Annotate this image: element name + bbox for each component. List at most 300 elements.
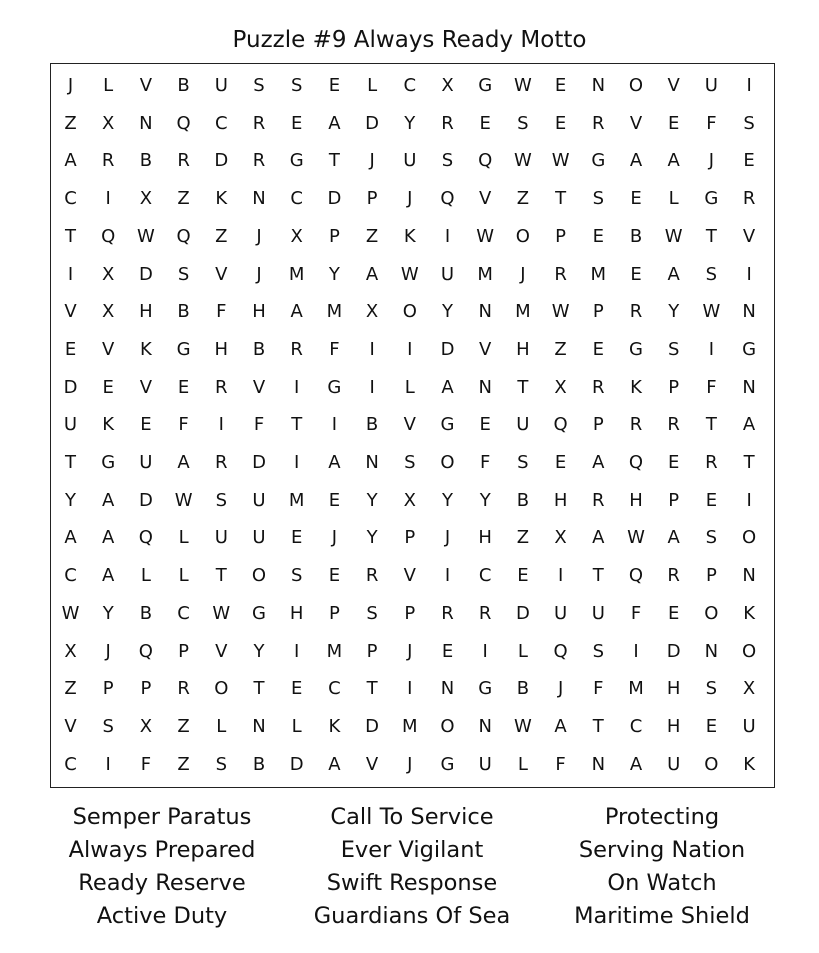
grid-letter: S <box>215 489 228 511</box>
grid-letter: Q <box>176 112 191 134</box>
grid-letter: V <box>64 301 77 323</box>
grid-letter: X <box>554 376 567 398</box>
grid-letter: E <box>328 489 341 511</box>
puzzle-title: Puzzle #9 Always Ready Motto <box>232 27 587 53</box>
grid-row <box>51 482 774 520</box>
grid-letter: A <box>177 452 190 473</box>
grid-letter: A <box>328 452 341 473</box>
grid-letter: E <box>291 527 303 549</box>
grid-letter: I <box>708 338 715 360</box>
grid-letter: X <box>102 263 115 285</box>
grid-letter: W <box>212 602 231 624</box>
grid-letter: G <box>704 188 719 210</box>
grid-letter: A <box>667 150 680 172</box>
grid-letter: I <box>482 640 488 662</box>
grid-letter: R <box>592 489 605 511</box>
grid-letter: P <box>555 225 567 247</box>
grid-letter: G <box>440 753 455 775</box>
grid-letter: U <box>516 414 530 436</box>
grid-letter: B <box>177 301 190 323</box>
grid-letter: X <box>290 225 303 247</box>
grid-letter: R <box>592 112 605 134</box>
grid-letter: I <box>444 225 451 247</box>
grid-letter: U <box>554 602 568 624</box>
grid-letter: A <box>592 527 605 549</box>
grid-letter: G <box>742 338 757 360</box>
grid-letter: G <box>629 338 643 360</box>
word-list-item: Ready Reserve <box>78 870 246 896</box>
grid-letter: S <box>667 338 680 360</box>
grid-letter: N <box>704 640 719 662</box>
grid-letter: Y <box>65 489 76 511</box>
grid-letter: P <box>178 640 190 662</box>
grid-letter: O <box>402 301 417 323</box>
grid-letter: R <box>592 376 605 398</box>
grid-letter: P <box>404 602 416 624</box>
grid-letter: V <box>102 338 115 360</box>
grid-letter: R <box>742 188 756 210</box>
grid-letter: G <box>176 338 191 360</box>
grid-letter: U <box>478 753 492 775</box>
grid-letter: T <box>517 376 529 398</box>
grid-letter: T <box>65 452 76 473</box>
grid-letter: N <box>252 188 266 210</box>
grid-letter: N <box>252 715 266 737</box>
grid-letter: P <box>140 678 152 700</box>
grid-letter: L <box>291 715 302 737</box>
grid-letter: L <box>178 527 189 549</box>
grid-letter: V <box>403 565 416 587</box>
grid-letter: F <box>480 452 491 473</box>
grid-letter: J <box>407 753 413 775</box>
grid-letter: T <box>291 414 303 436</box>
grid-letter: B <box>365 414 379 436</box>
grid-letter: P <box>668 489 680 511</box>
grid-letter: R <box>215 452 228 473</box>
grid-letter: X <box>102 112 115 134</box>
grid-letter: C <box>290 188 303 210</box>
grid-letter: W <box>551 301 570 323</box>
grid-letter: Z <box>516 188 530 210</box>
grid-letter: L <box>140 565 151 587</box>
grid-letter: Z <box>64 112 77 134</box>
grid-letter: M <box>326 301 343 323</box>
grid-letter: E <box>517 565 529 587</box>
grid-letter: Q <box>628 565 644 587</box>
grid-letter: V <box>365 753 379 775</box>
grid-letter: I <box>746 489 752 511</box>
grid-letter: J <box>557 678 564 700</box>
grid-letter: J <box>520 263 526 285</box>
grid-letter: D <box>365 112 380 134</box>
grid-letter: H <box>252 301 266 323</box>
grid-letter: E <box>668 602 680 624</box>
grid-row <box>51 256 774 294</box>
grid-letter: P <box>328 225 340 247</box>
grid-letter: Y <box>668 301 680 323</box>
grid-letter: F <box>253 414 265 436</box>
grid-letter: D <box>666 640 681 662</box>
grid-letter: R <box>101 150 115 172</box>
grid-letter: T <box>215 565 227 587</box>
grid-row <box>51 331 774 369</box>
grid-letter: X <box>102 301 115 323</box>
grid-letter: S <box>592 640 605 662</box>
grid-letter: O <box>251 565 267 587</box>
grid-letter: T <box>555 188 567 210</box>
grid-letter: E <box>328 75 341 96</box>
grid-letter: C <box>64 753 77 775</box>
grid-letter: R <box>554 263 567 285</box>
grid-letter: R <box>705 452 718 473</box>
grid-letter: L <box>517 640 528 662</box>
grid-letter: C <box>478 565 492 587</box>
grid-letter: O <box>515 225 530 247</box>
grid-letter: S <box>517 112 529 134</box>
grid-letter: C <box>215 112 228 134</box>
grid-letter: W <box>513 75 532 96</box>
grid-letter: S <box>253 75 265 96</box>
grid-letter: H <box>666 715 681 737</box>
grid-letter: C <box>403 75 417 96</box>
grid-letter: R <box>629 414 643 436</box>
grid-letter: K <box>743 602 755 624</box>
grid-letter: A <box>290 301 303 323</box>
grid-letter: A <box>667 263 680 285</box>
grid-letter: X <box>365 301 379 323</box>
grid-letter: J <box>407 640 413 662</box>
grid-letter: R <box>667 414 680 436</box>
grid-letter: A <box>64 527 77 549</box>
grid-letter: G <box>252 602 266 624</box>
grid-letter: J <box>708 150 715 172</box>
grid-letter: A <box>554 715 567 737</box>
grid-letter: I <box>369 338 375 360</box>
grid-letter: I <box>294 640 300 662</box>
grid-row <box>51 142 774 180</box>
grid-letter: F <box>329 338 340 360</box>
word-list-item: Protecting <box>604 804 720 830</box>
grid-letter: Q <box>628 452 644 473</box>
grid-letter: W <box>513 150 532 172</box>
grid-letter: Q <box>553 640 568 662</box>
grid-letter: K <box>139 338 152 360</box>
grid-letter: K <box>215 188 228 210</box>
grid-letter: A <box>441 376 454 398</box>
grid-row <box>51 708 774 746</box>
grid-letter: M <box>477 263 493 285</box>
grid-letter: D <box>327 188 342 210</box>
grid-letter: C <box>629 715 643 737</box>
grid-letter: F <box>593 678 604 700</box>
grid-letter: D <box>138 263 153 285</box>
grid-letter: J <box>256 263 262 285</box>
grid-letter: Y <box>102 602 114 624</box>
grid-letter: Q <box>478 150 493 172</box>
grid-letter: M <box>288 263 305 285</box>
grid-letter: B <box>139 602 153 624</box>
grid-letter: X <box>139 188 153 210</box>
grid-letter: C <box>177 602 190 624</box>
grid-letter: M <box>402 715 418 737</box>
grid-letter: I <box>105 188 111 210</box>
grid-letter: Q <box>553 414 568 436</box>
grid-letter: T <box>592 565 604 587</box>
grid-letter: S <box>705 263 718 285</box>
grid-letter: N <box>742 376 756 398</box>
grid-letter: D <box>440 338 455 360</box>
grid-letter: H <box>478 527 492 549</box>
grid-letter: Y <box>366 489 378 511</box>
grid-letter: E <box>554 112 567 134</box>
grid-letter: V <box>139 75 153 96</box>
grid-letter: F <box>216 301 227 323</box>
grid-letter: W <box>476 225 495 247</box>
grid-letter: U <box>252 489 266 511</box>
grid-letter: H <box>289 602 304 624</box>
grid-letter: S <box>743 112 755 134</box>
grid-letter: T <box>366 678 378 700</box>
grid-letter: U <box>139 452 153 473</box>
grid-letter: G <box>591 150 606 172</box>
grid-letter: W <box>136 225 155 247</box>
grid-letter: R <box>441 602 454 624</box>
grid-letter: I <box>294 452 300 473</box>
grid-letter: R <box>629 301 643 323</box>
grid-letter: Q <box>101 225 116 247</box>
grid-letter: V <box>215 640 228 662</box>
grid-letter: I <box>407 678 413 700</box>
grid-letter: Y <box>404 112 416 134</box>
grid-letter: S <box>366 602 378 624</box>
grid-letter: Q <box>440 188 455 210</box>
grid-letter: Z <box>516 527 530 549</box>
grid-letter: U <box>252 527 266 549</box>
grid-letter: A <box>592 452 605 473</box>
grid-letter: R <box>290 338 303 360</box>
grid-letter: S <box>102 715 114 737</box>
grid-letter: L <box>103 75 114 96</box>
grid-row <box>51 218 774 256</box>
grid-letter: L <box>216 715 227 737</box>
grid-letter: G <box>289 150 304 172</box>
grid-letter: S <box>705 678 718 700</box>
grid-letter: E <box>705 489 718 511</box>
grid-letter: Y <box>442 489 453 511</box>
grid-letter: G <box>327 376 342 398</box>
grid-letter: F <box>178 414 189 436</box>
grid-letter: H <box>629 489 643 511</box>
grid-letter: V <box>742 225 756 247</box>
grid-letter: D <box>515 602 530 624</box>
grid-letter: W <box>551 150 570 172</box>
grid-letter: I <box>294 376 300 398</box>
word-list-item: Ever Vigilant <box>340 837 484 863</box>
grid-letter: O <box>440 715 455 737</box>
grid-row <box>51 670 774 708</box>
grid-letter: G <box>478 678 493 700</box>
grid-letter: H <box>516 338 530 360</box>
grid-letter: T <box>253 678 265 700</box>
grid-letter: U <box>591 602 605 624</box>
grid-letter: D <box>289 753 304 775</box>
word-list-item: On Watch <box>607 870 717 896</box>
grid-letter: A <box>64 150 77 172</box>
grid-letter: K <box>743 753 755 775</box>
grid-letter: F <box>706 376 717 398</box>
grid-letter: V <box>629 112 643 134</box>
grid-letter: H <box>553 489 568 511</box>
grid-letter: E <box>630 188 642 210</box>
word-list-column-2 <box>288 801 536 933</box>
grid-letter: J <box>256 225 262 247</box>
grid-letter: P <box>592 301 604 323</box>
grid-letter: E <box>479 112 491 134</box>
grid-letter: T <box>743 452 755 473</box>
grid-letter: H <box>139 301 153 323</box>
grid-letter: Y <box>366 527 378 549</box>
grid-letter: E <box>441 640 454 662</box>
grid-letter: S <box>517 452 529 473</box>
grid-letter: C <box>64 565 77 587</box>
grid-letter: U <box>63 414 78 436</box>
grid-letter: B <box>516 678 530 700</box>
grid-letter: E <box>592 225 604 247</box>
grid-letter: C <box>64 188 77 210</box>
grid-row <box>51 557 774 595</box>
word-list-item: Swift Response <box>326 870 498 896</box>
grid-letter: A <box>328 753 341 775</box>
grid-letter: E <box>328 565 341 587</box>
grid-letter: U <box>214 527 228 549</box>
grid-letter: K <box>403 225 416 247</box>
grid-letter: I <box>746 75 752 96</box>
grid-letter: V <box>215 263 228 285</box>
grid-letter: R <box>177 678 190 700</box>
grid-letter: W <box>513 715 532 737</box>
grid-letter: W <box>664 225 683 247</box>
grid-letter: X <box>403 489 416 511</box>
grid-letter: E <box>668 112 680 134</box>
grid-letter: E <box>554 452 567 473</box>
grid-letter: N <box>591 753 606 775</box>
grid-letter: P <box>102 678 114 700</box>
grid-letter: R <box>177 150 190 172</box>
word-list-item: Serving Nation <box>578 837 746 863</box>
word-list-item: Call To Service <box>330 804 494 830</box>
grid-letter: J <box>331 527 338 549</box>
grid-letter: O <box>742 527 757 549</box>
grid-letter: Z <box>177 753 190 775</box>
grid-letter: L <box>178 565 189 587</box>
grid-letter: B <box>252 753 266 775</box>
grid-letter: R <box>215 376 228 398</box>
grid-letter: P <box>366 640 378 662</box>
grid-row <box>51 595 774 633</box>
grid-letter: O <box>440 452 455 473</box>
grid-letter: S <box>177 263 190 285</box>
word-list-column-1 <box>38 801 286 933</box>
grid-letter: H <box>666 678 681 700</box>
grid-letter: R <box>667 565 680 587</box>
grid-letter: O <box>704 753 719 775</box>
grid-row <box>51 746 774 784</box>
word-list-item: Guardians Of Sea <box>313 903 511 929</box>
grid-letter: W <box>400 263 419 285</box>
grid-letter: Z <box>64 678 77 700</box>
grid-letter: E <box>743 150 755 172</box>
grid-letter: O <box>628 75 644 96</box>
grid-letter: V <box>64 715 77 737</box>
word-list-column-3 <box>538 801 786 933</box>
grid-row <box>51 519 774 557</box>
grid-letter: N <box>591 75 606 96</box>
grid-letter: S <box>215 753 228 775</box>
grid-row <box>51 180 774 218</box>
grid-letter: X <box>554 527 567 549</box>
grid-letter: H <box>214 338 229 360</box>
grid-letter: M <box>326 640 343 662</box>
grid-letter: A <box>742 414 756 436</box>
grid-letter: L <box>367 75 378 96</box>
grid-letter: K <box>630 376 642 398</box>
grid-letter: U <box>403 150 417 172</box>
grid-letter: I <box>67 263 74 285</box>
grid-letter: W <box>174 489 193 511</box>
grid-letter: G <box>101 452 116 473</box>
grid-letter: U <box>440 263 455 285</box>
grid-letter: A <box>102 489 115 511</box>
grid-letter: I <box>633 640 639 662</box>
grid-letter: G <box>440 414 455 436</box>
grid-letter: P <box>705 565 717 587</box>
grid-letter: R <box>478 602 492 624</box>
grid-letter: U <box>667 753 681 775</box>
grid-letter: B <box>177 75 190 96</box>
grid-letter: Y <box>328 263 340 285</box>
grid-letter: J <box>67 75 74 96</box>
grid-letter: S <box>404 452 416 473</box>
grid-letter: O <box>214 678 229 700</box>
grid-letter: J <box>105 640 111 662</box>
grid-letter: I <box>407 338 413 360</box>
grid-letter: F <box>555 753 566 775</box>
grid-letter: I <box>369 376 375 398</box>
grid-letter: V <box>403 414 416 436</box>
grid-letter: Z <box>177 188 190 210</box>
grid-letter: T <box>705 225 717 247</box>
grid-letter: U <box>214 75 228 96</box>
grid-letter: K <box>102 414 115 436</box>
grid-letter: Z <box>554 338 567 360</box>
grid-letter: X <box>742 678 756 700</box>
grid-letter: N <box>478 376 492 398</box>
grid-letter: S <box>705 527 718 549</box>
grid-letter: E <box>479 414 491 436</box>
grid-letter: E <box>630 263 642 285</box>
grid-letter: E <box>705 715 718 737</box>
grid-letter: N <box>742 301 756 323</box>
grid-letter: S <box>441 150 454 172</box>
word-list-item: Always Prepared <box>68 837 256 863</box>
grid-letter: J <box>407 188 413 210</box>
grid-letter: U <box>742 715 756 737</box>
grid-letter: Z <box>177 715 190 737</box>
grid-letter: R <box>365 565 379 587</box>
grid-letter: A <box>667 527 680 549</box>
grid-letter: M <box>288 489 305 511</box>
grid-letter: R <box>252 150 266 172</box>
